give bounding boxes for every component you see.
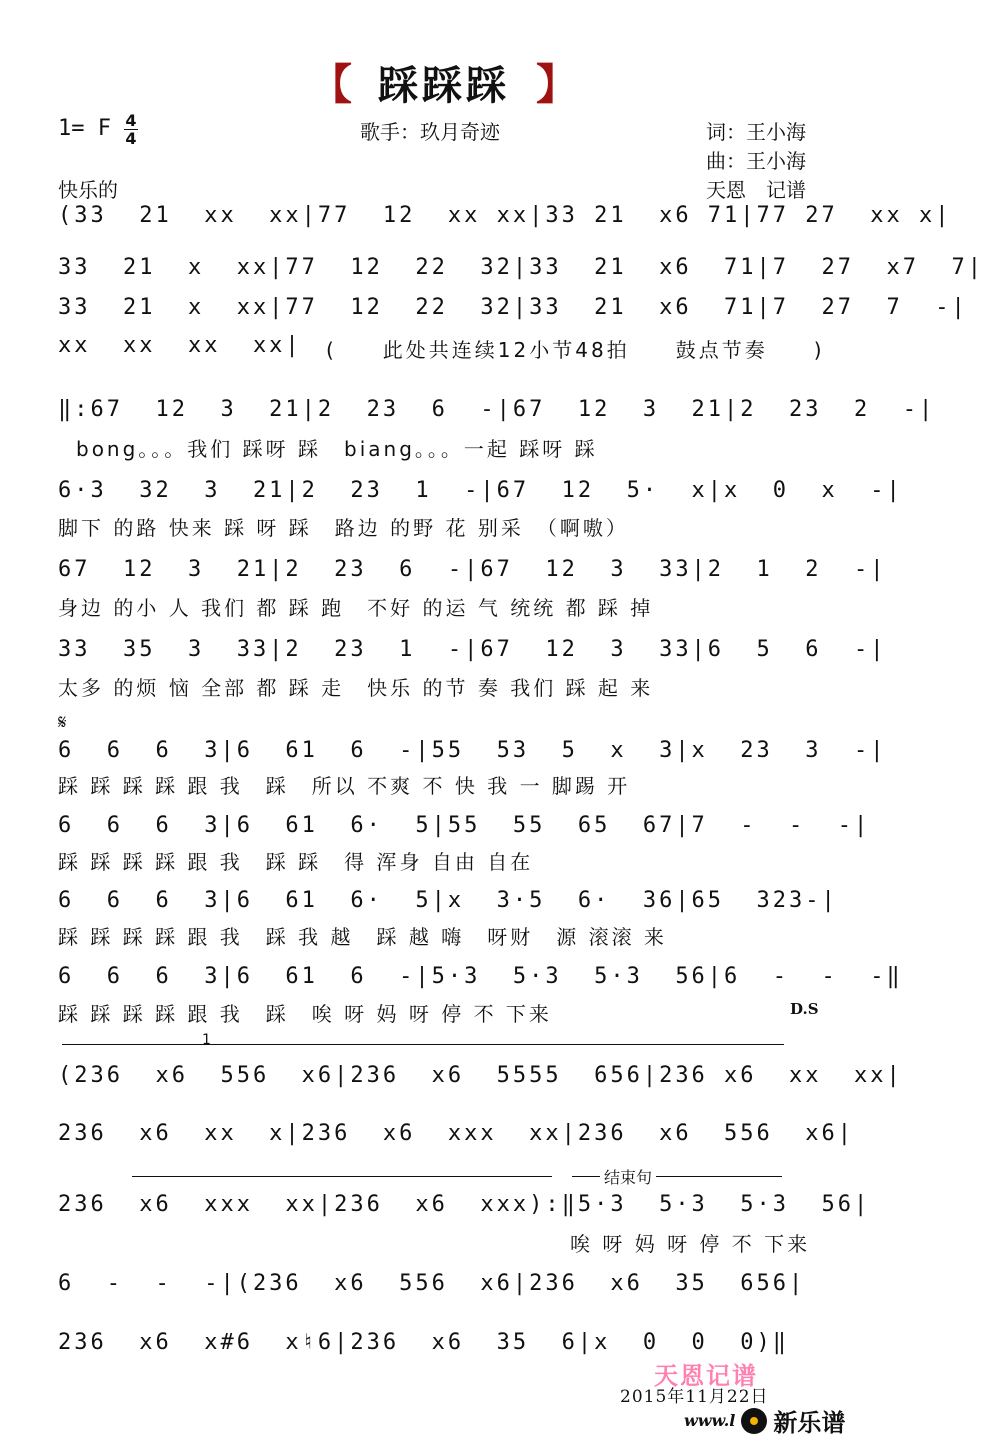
lyric-line: bong。。。我们 踩呀 踩 biang。。。一起 踩呀 踩 — [76, 437, 598, 461]
title-bracket-right: 】 — [536, 60, 579, 109]
notation-line: 6 6 6 3|6 61 6· 5|55 55 65 67|7 - - -| — [58, 813, 871, 838]
rest-note: ( 此处共连续12小节48拍 鼓点节奏 ) — [326, 338, 825, 362]
ending-label: 结束句 — [600, 1165, 656, 1188]
notation-line: 236 x6 xx x|236 x6 xxx xx|236 x6 556 x6| — [58, 1121, 855, 1146]
volta-bracket-line — [132, 1176, 552, 1177]
notation-line: ‖:67 12 3 21|2 23 6 -|67 12 3 21|2 23 2 -| — [58, 397, 936, 422]
lyric-line: 踩 踩 踩 踩 跟 我 踩 唉 呀 妈 呀 停 不 下来 — [58, 1002, 552, 1026]
lyric-line: 唉 呀 妈 呀 停 不 下来 — [570, 1232, 811, 1256]
notation-line: 6 6 6 3|6 61 6 -|55 53 5 x 3|x 23 3 -| — [58, 738, 887, 763]
time-signature — [124, 112, 138, 147]
date-stamp: 2015年11月22日 — [620, 1387, 769, 1407]
segno-sign: 𝄋 — [58, 710, 67, 734]
notation-line: (236 x6 556 x6|236 x6 5555 656|236 x6 xx xx| — [58, 1063, 903, 1088]
lyricist-credit: 词：王小海 — [706, 120, 806, 144]
transcriber-credit: 天恩 记谱 — [706, 178, 806, 202]
notation-line: 33 21 x xx|77 12 22 32|33 21 x6 71|7 27 x7 7| — [58, 255, 984, 280]
notation-line: 67 12 3 21|2 23 6 -|67 12 3 33|2 1 2 -| — [58, 557, 887, 582]
lyric-line: 身边 的小 人 我们 都 踩 跑 不好 的运 气 统统 都 踩 掉 — [58, 596, 654, 620]
notation-line: (33 21 xx xx|77 12 xx xx|33 21 x6 71|77 27 xx x| — [58, 203, 952, 228]
notation-line: 6 6 6 3|6 61 6 -|5·3 5·3 5·3 56|6 - - -‖ — [58, 964, 903, 989]
key-signature: 1= F — [58, 116, 111, 141]
lyric-line: 踩 踩 踩 踩 跟 我 踩 所以 不爽 不 快 我 一 脚踢 开 — [58, 774, 631, 798]
singer-credit: 歌手：玖月奇迹 — [360, 120, 500, 144]
notation-line: 33 21 x xx|77 12 22 32|33 21 x6 71|7 27 7 -| — [58, 295, 968, 320]
volta-bracket — [62, 1044, 784, 1045]
site-name: 新乐谱 — [773, 1409, 846, 1437]
record-icon — [741, 1408, 767, 1434]
time-signature-bottom: 4 — [125, 129, 137, 148]
site-logo — [684, 1403, 845, 1438]
volta-number: 1 — [202, 1032, 211, 1048]
time-signature-top: 4 — [125, 111, 137, 130]
notation-line: 6 6 6 3|6 61 6· 5|x 3·5 6· 36|65 323-| — [58, 888, 838, 913]
tempo-marking: 快乐的 — [58, 178, 118, 202]
lyric-line: 踩 踩 踩 踩 跟 我 踩 我 越 踩 越 嗨 呀财 源 滚滚 来 — [58, 925, 667, 949]
lyric-line: 脚下 的路 快来 踩 呀 踩 路边 的野 花 别采 （啊嗷） — [58, 516, 629, 540]
notation-line: 6 - - -|(236 x6 556 x6|236 x6 35 656| — [58, 1271, 806, 1296]
notation-line: 236 x6 x#6 x♮6|236 x6 35 6|x 0 0 0)‖ — [58, 1330, 790, 1355]
lyric-line: 太多 的烦 恼 全部 都 踩 走 快乐 的节 奏 我们 踩 起 来 — [58, 676, 654, 700]
dal-segno-mark: D.S — [790, 1000, 819, 1018]
notation-line: 33 35 3 33|2 23 1 -|67 12 3 33|6 5 6 -| — [58, 637, 887, 662]
composer-credit: 曲：王小海 — [706, 149, 806, 173]
title-text: 踩踩踩 — [378, 63, 510, 109]
song-title — [0, 52, 888, 112]
notation-line: 6·3 32 3 21|2 23 1 -|67 12 5· x|x 0 x -| — [58, 478, 903, 503]
watermark: 天恩记谱 — [654, 1362, 758, 1390]
lyric-line: 踩 踩 踩 踩 跟 我 踩 踩 得 浑身 自由 自在 — [58, 850, 534, 874]
site-url: www.l — [684, 1411, 736, 1430]
notation-line: 236 x6 xxx xx|236 x6 xxx):‖5·3 5·3 5·3 56| — [58, 1192, 871, 1217]
title-bracket-left: 【 — [309, 60, 352, 109]
notation-line: xx xx xx xx| — [58, 333, 302, 358]
